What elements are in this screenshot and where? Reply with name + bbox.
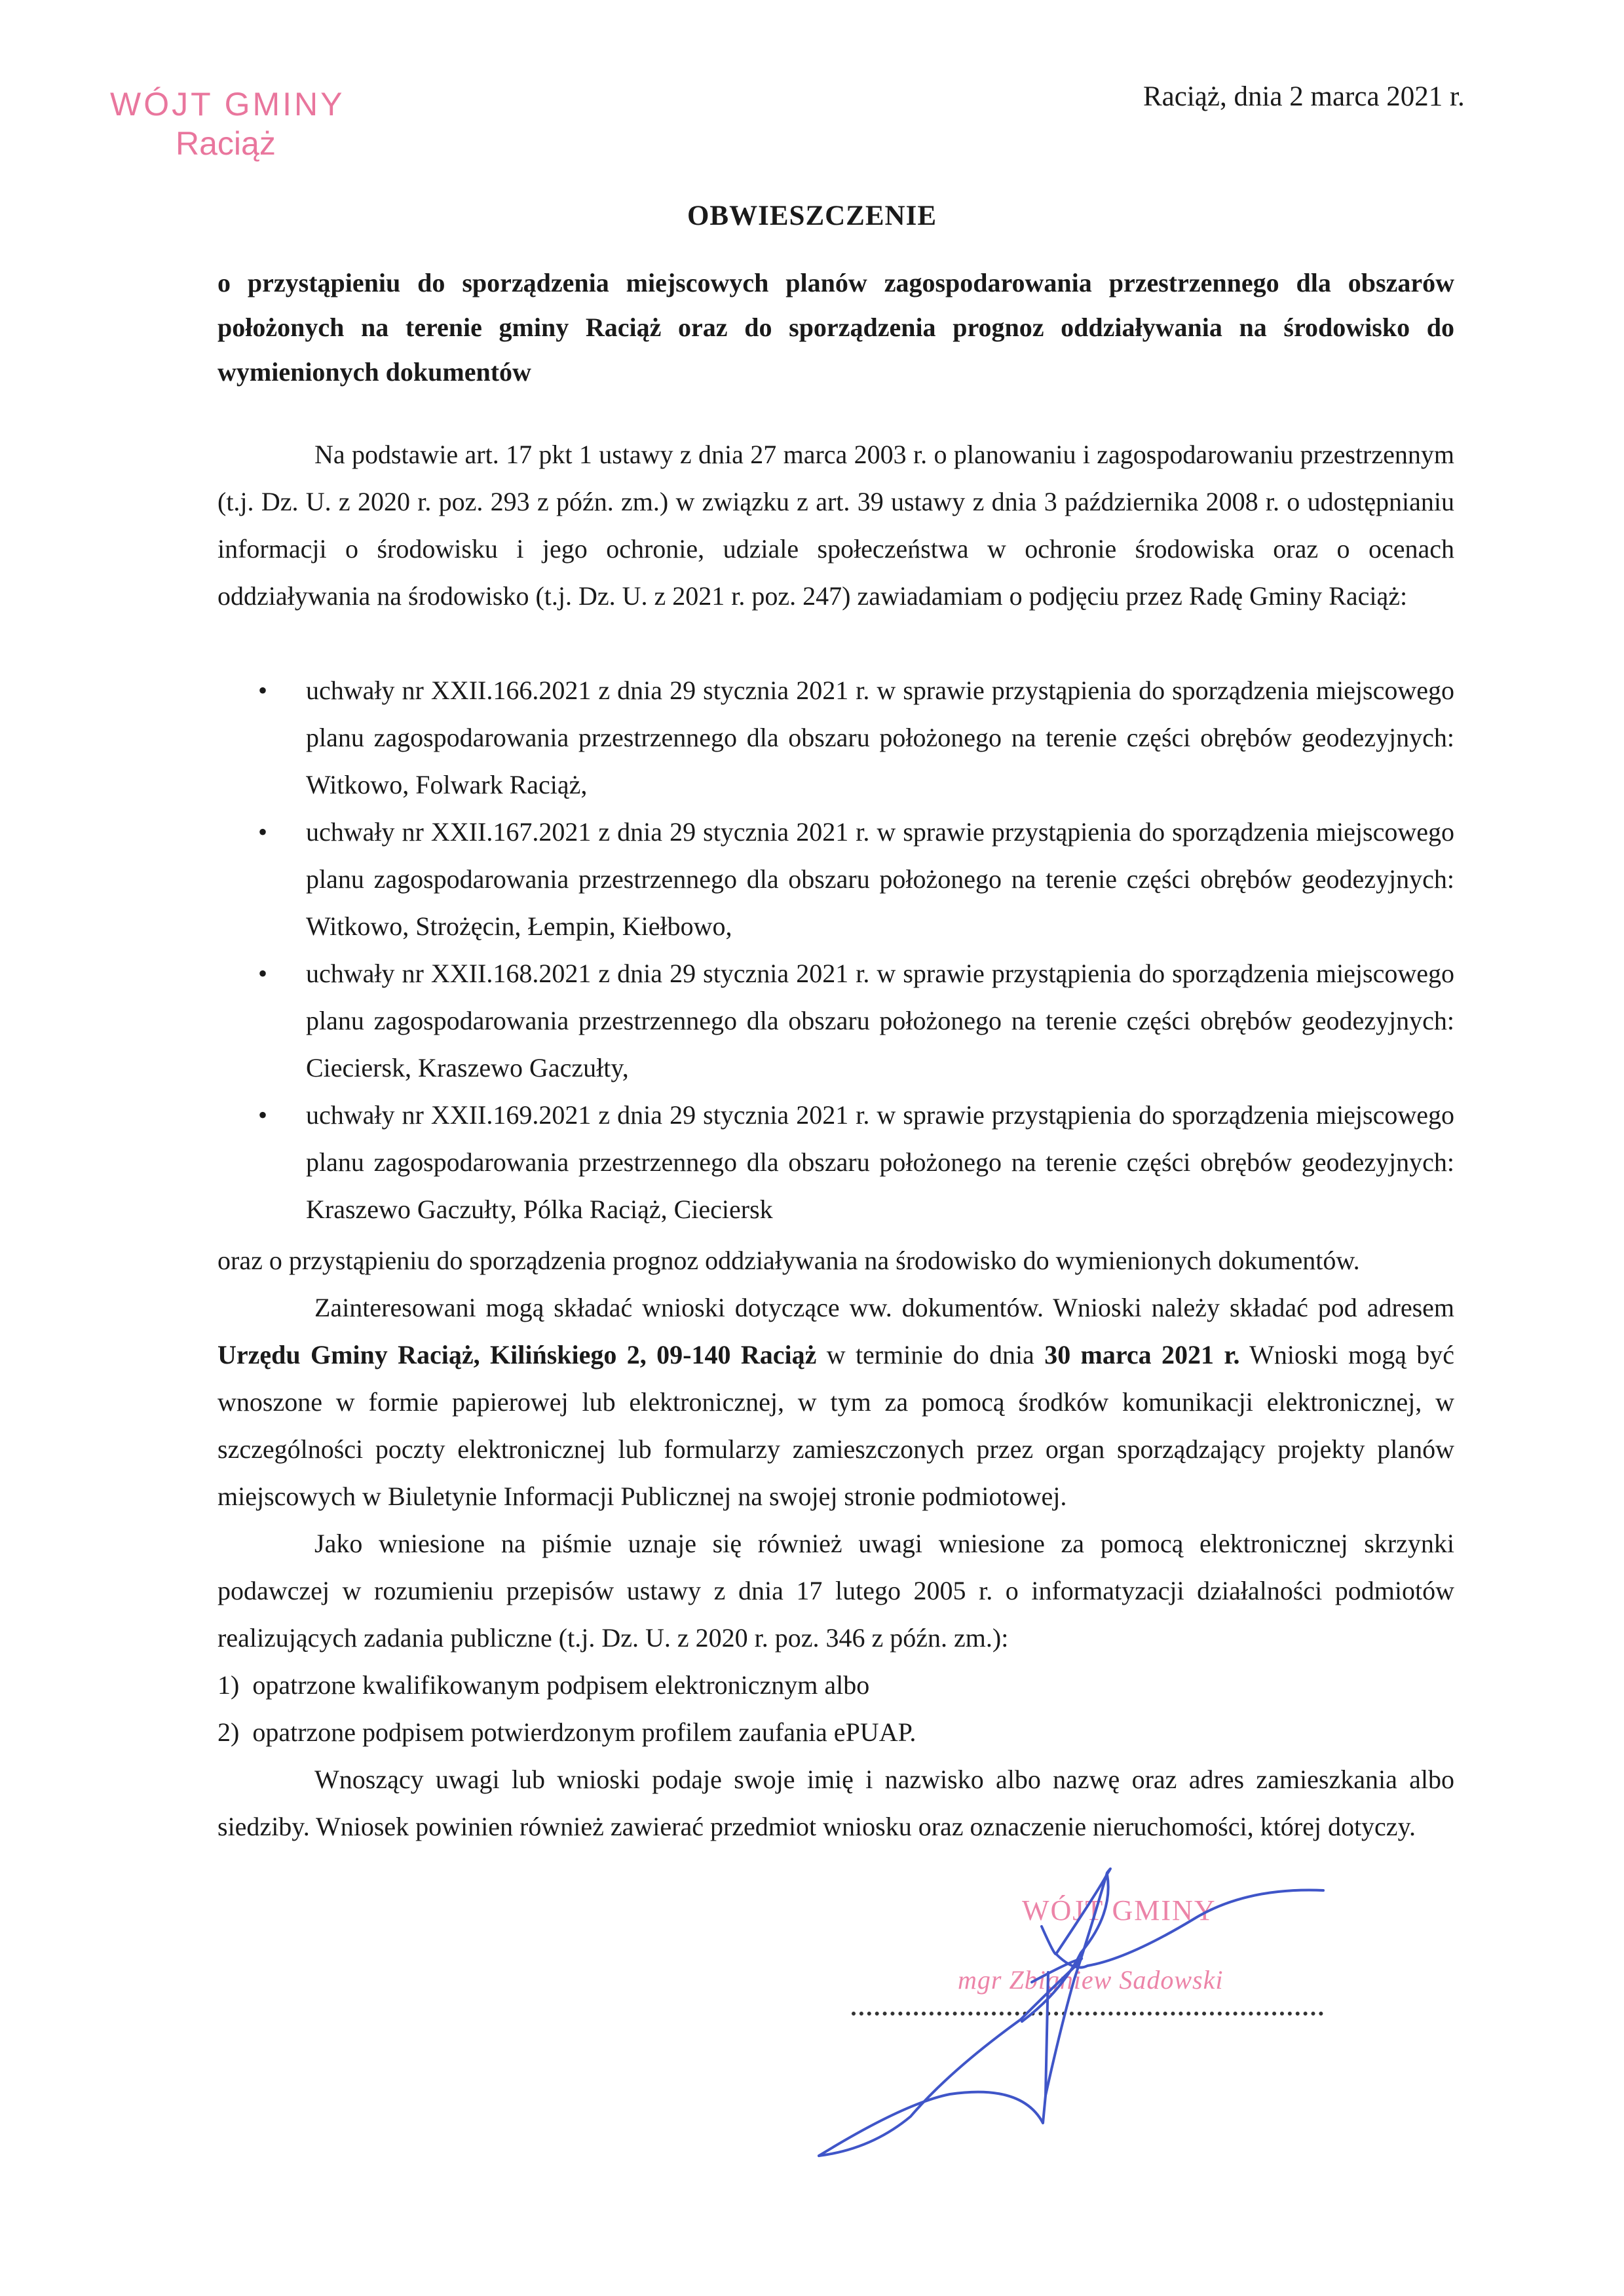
office-address: Urzędu Gminy Raciąż, Kilińskiego 2, 09-140 Raciąż — [217, 1340, 817, 1369]
resolution-text: uchwały nr XXII.167.2021 z dnia 29 stycznia 2021 r. w sprawie przystąpienia do sporządzenia miejscowego planu zagospodarowania przestrzennego dla obszaru położonego na terenie części obrębów geodezyjnych: Witkowo, Strożęcin, Łempin, Kiełbowo, — [306, 817, 1454, 941]
resolutions-list — [217, 667, 1454, 1233]
signing-method-item — [217, 1709, 1454, 1756]
signing-methods-list — [217, 1662, 1454, 1756]
intro-text: Na podstawie art. 17 pkt 1 ustawy z dnia 27 marca 2003 r. o planowaniu i zagospodarowaniu przestrzennym (t.j. Dz. U. z 2020 r. poz. 293 z późn. zm.) w związku z art. 39 ustawy z dnia 3 października 2008 r. o udostępnianiu informacji o środowisku i jego ochronie, udziale społeczeństwa w ochronie środowiska oraz o ocenach oddziaływania na środowisko (t.j. Dz. U. z 2021 r. poz. 247) zawiadamiam o podjęciu przez Radę Gminy Raciąż: — [217, 440, 1454, 611]
resolution-text: uchwały nr XXII.169.2021 z dnia 29 stycznia 2021 r. w sprawie przystąpienia do sporządzenia miejscowego planu zagospodarowania przestrzennego dla obszaru położonego na terenie części obrębów geodezyjnych: Kraszewo Gaczułty, Pólka Raciąż, Cieciersk — [306, 1100, 1454, 1224]
deadline-date: 30 marca 2021 r. — [1044, 1340, 1240, 1369]
header-stamp — [110, 85, 372, 164]
resolution-item — [217, 1092, 1454, 1233]
applications-text-3: Wnioski mogą być wnoszone w formie papierowej lub elektronicznej, w tym za pomocą środków komunikacji elektronicznej, w szczególności poczty elektronicznej lub formularzy zamieszczonych przez organ sporządzający projekty planów miejscowych w Biuletynie Informacji Publicznej na swojej stronie podmiotowej. — [217, 1340, 1455, 1511]
intro-paragraph — [217, 431, 1454, 620]
applications-text-1: Zainteresowani mogą składać wnioski dotyczące ww. dokumentów. Wnioski należy składać pod adresem — [314, 1293, 1454, 1322]
list-marker: 1) — [217, 1670, 240, 1700]
applications-text-2: w terminie do dnia — [816, 1340, 1045, 1369]
electronic-submission-paragraph: Jako wniesione na piśmie uznaje się również uwagi wniesione za pomocą elektronicznej skrzynki podawczej w rozumieniu przepisów ustawy z dnia 17 lutego 2005 r. o informatyzacji działalności podmiotów realizujących zadania publiczne (t.j. Dz. U. z 2020 r. poz. 346 z późn. zm.): — [217, 1529, 1454, 1653]
date-line: Raciąż, dnia 2 marca 2021 r. — [1143, 81, 1465, 112]
bullet-icon: • — [258, 959, 268, 988]
document-subject: o przystąpieniu do sporządzenia miejscowych planów zagospodarowania przestrzennego dla obszarów położonych na terenie gminy Raciąż oraz do sporządzenia prognoz oddziaływania na środowisko do wymienionych dokumentów — [217, 268, 1454, 387]
requirements-paragraph: Wnoszący uwagi lub wnioski podaje swoje imię i nazwisko albo nazwę oraz adres zamieszkania albo siedziby. Wniosek powinien również zawierać przedmiot wniosku oraz oznaczenie nieruchomości, której dotyczy. — [217, 1765, 1454, 1841]
header-stamp-title: WÓJT GMINY — [110, 86, 345, 123]
resolution-item — [217, 950, 1454, 1092]
bullet-icon: • — [258, 676, 268, 705]
document-title: OBWIESZCZENIE — [687, 201, 937, 231]
signing-method-text: opatrzone kwalifikowanym podpisem elektronicznym albo — [252, 1670, 870, 1700]
resolution-text: uchwały nr XXII.168.2021 z dnia 29 stycznia 2021 r. w sprawie przystąpienia do sporządzenia miejscowego planu zagospodarowania przestrzennego dla obszaru położonego na terenie części obrębów geodezyjnych: Cieciersk, Kraszewo Gaczułty, — [306, 959, 1454, 1082]
applications-paragraph — [217, 1284, 1454, 1520]
signature-stamp-title: WÓJT GMINY — [1022, 1894, 1217, 1926]
bullet-icon: • — [258, 1100, 268, 1130]
closing-section — [217, 1237, 1454, 1850]
after-list-text: oraz o przystąpieniu do sporządzenia prognoz oddziaływania na środowisko do wymienionych dokumentów. — [217, 1246, 1360, 1275]
resolution-item — [217, 667, 1454, 809]
signing-method-item — [217, 1662, 1454, 1709]
signature-stamp-name: mgr Zbigniew Sadowski — [958, 1965, 1224, 1995]
signing-method-text: opatrzone podpisem potwierdzonym profilem zaufania ePUAP. — [252, 1717, 916, 1747]
header-stamp-place: Raciąż — [176, 125, 276, 162]
signature-line — [852, 2005, 1323, 2016]
resolution-item — [217, 809, 1454, 950]
list-marker: 2) — [217, 1717, 240, 1747]
bullet-icon: • — [258, 817, 268, 847]
resolution-text: uchwały nr XXII.166.2021 z dnia 29 stycznia 2021 r. w sprawie przystąpienia do sporządzenia miejscowego planu zagospodarowania przestrzennego dla obszaru położonego na terenie części obrębów geodezyjnych: Witkowo, Folwark Raciąż, — [306, 676, 1454, 799]
resolutions-section — [217, 667, 1454, 1233]
